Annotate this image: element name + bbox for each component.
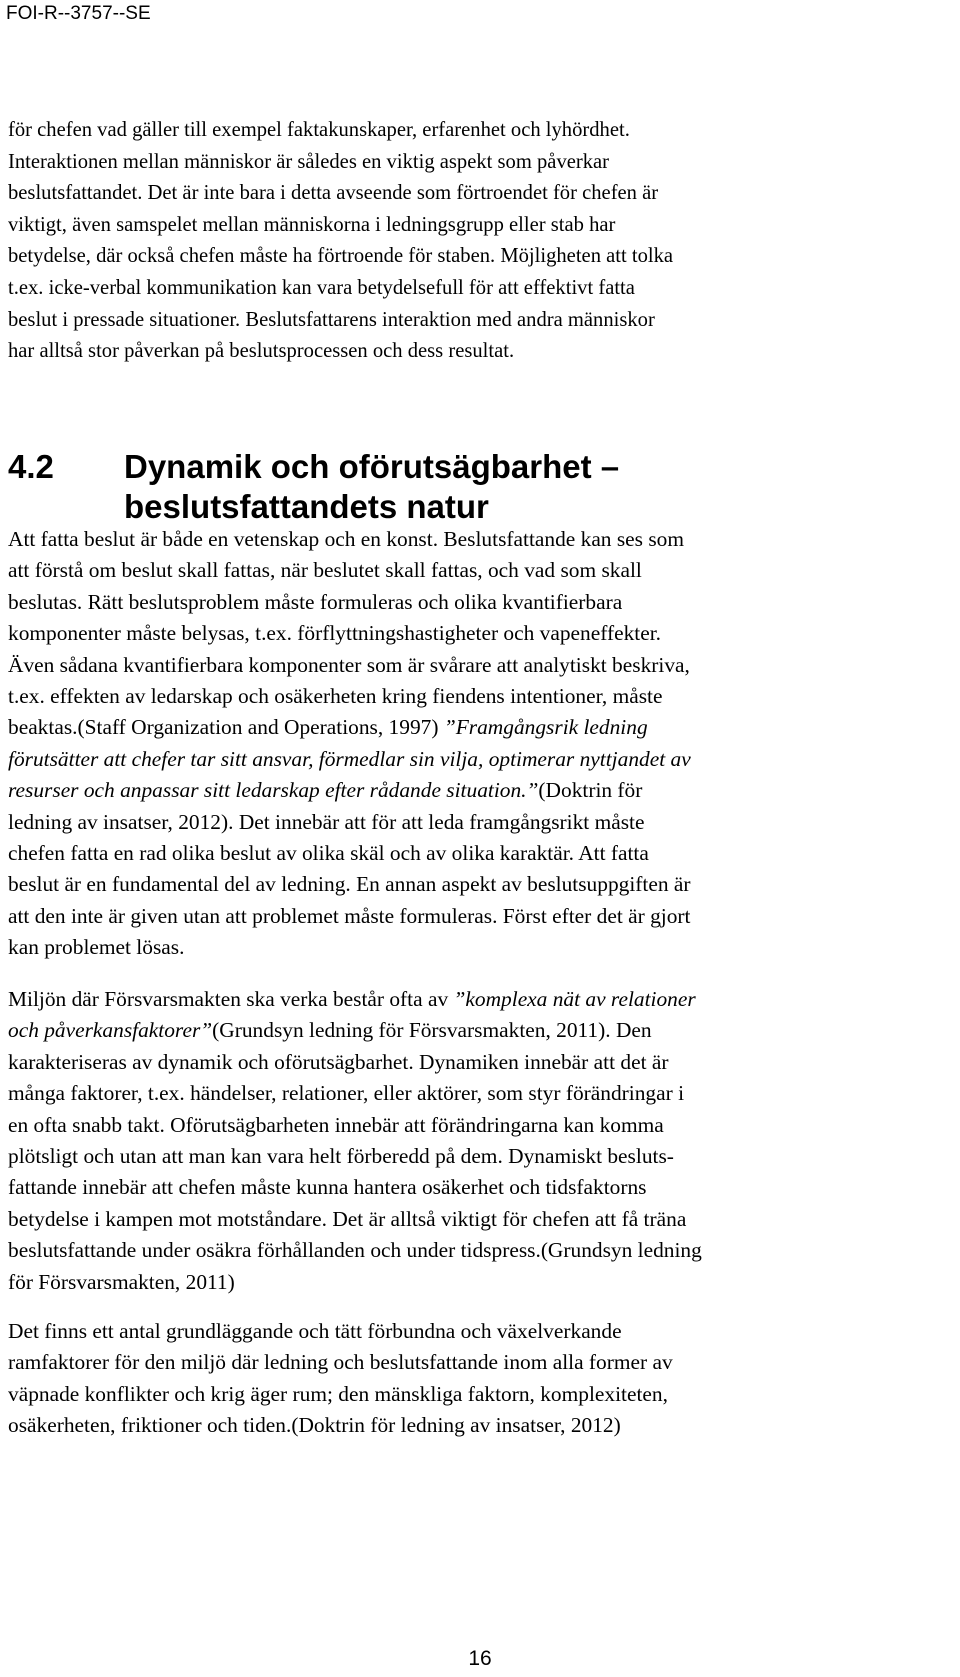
paragraph-line: för chefen vad gäller till exempel faktakunskaper, erfarenhet och lyhördhet.	[8, 119, 630, 141]
citation-text: (Doktrin för	[538, 778, 643, 803]
section-title	[124, 447, 619, 527]
body-paragraph-3	[8, 1316, 958, 1442]
quote-text: förutsätter att chefer tar sitt ansvar, förmedlar sin vilja, optimerar nyttjandet av	[8, 746, 691, 771]
paragraph-line: beslutas. Rätt beslutsproblem måste formuleras och olika kvantifierbara	[8, 589, 623, 614]
section-title-line: Dynamik och oförutsägbarhet –	[124, 448, 620, 485]
paragraph-line: viktigt, även samspelet mellan människorna i ledningsgrupp eller stab har	[8, 213, 616, 236]
paragraph-line: karakteriseras av dynamik och oförutsägbarhet. Dynamiken innebär att det är	[8, 1049, 669, 1074]
paragraph-line: att den inte är given utan att problemet måste formuleras. Först efter det är gjort	[8, 903, 691, 928]
paragraph-line: plötsligt och utan att man kan vara helt förberedd på dem. Dynamiskt besluts-	[8, 1144, 674, 1169]
paragraph-line	[8, 744, 958, 775]
paragraph-line: att förstå om beslut skall fattas, när beslutet skall fattas, och vad som skall	[8, 558, 642, 583]
paragraph-line: Interaktionen mellan människor är således en viktig aspekt som påverkar	[8, 150, 610, 173]
paragraph-line: ramfaktorer för den miljö där ledning och beslutsfattande inom alla former av	[8, 1350, 673, 1375]
citation-text: beaktas.(Staff Organization and Operations, 1997)	[8, 715, 444, 740]
paragraph-line: Det finns ett antal grundläggande och tätt förbundna och växelverkande	[8, 1319, 622, 1343]
section-number: 4.2	[8, 448, 54, 485]
quote-text: ”komplexa nät av relationer	[453, 987, 696, 1011]
paragraph-line: många faktorer, t.ex. händelser, relationer, eller aktörer, som styr förändringar i	[8, 1081, 685, 1106]
paragraph-line: betydelse, där också chefen måste ha förtroende för staben. Möjligheten att tolka	[8, 245, 674, 268]
quote-text: och påverkansfaktorer”	[8, 1018, 213, 1043]
paragraph-line	[8, 712, 958, 743]
paragraph-line: en ofta snabb takt. Oförutsägbarheten innebär att förändringarna kan komma	[8, 1112, 664, 1137]
paragraph-line	[8, 984, 958, 1015]
body-paragraph-1	[8, 524, 958, 964]
citation-text: (Grundsyn ledning för Försvarsmakten, 2011). Den	[212, 1018, 652, 1043]
paragraph-line	[8, 1015, 958, 1046]
paragraph-line: fattande innebär att chefen måste kunna hantera osäkerhet och tidsfaktorns	[8, 1175, 647, 1200]
paragraph-line: t.ex. effekten av ledarskap och osäkerheten kring fiendens intentioner, måste	[8, 684, 663, 709]
paragraph-line: t.ex. icke-verbal kommunikation kan vara betydelsefull för att effektivt fatta	[8, 276, 635, 299]
paragraph-line: ledning av insatser, 2012). Det innebär att för att leda framgångsrikt måste	[8, 809, 645, 834]
quote-text: resurser och anpassar sitt ledarskap efter rådande situation.”	[8, 778, 539, 803]
paragraph-line: väpnade konflikter och krig äger rum; den mänskliga faktorn, komplexiteten,	[8, 1381, 668, 1406]
paragraph-line: Även sådana kvantifierbara komponenter som är svårare att analytiskt beskriva,	[8, 652, 690, 677]
paragraph-line: betydelse i kampen mot motståndare. Det är alltså viktigt för chefen att få träna	[8, 1206, 687, 1231]
page-number: 16	[468, 1647, 492, 1670]
quote-text: ”Framgångsrik ledning	[443, 715, 648, 740]
paragraph-line: beslutsfattande under osäkra förhållanden och under tidspress.(Grundsyn ledning	[8, 1238, 702, 1263]
body-text: Miljön där Försvarsmakten ska verka består ofta av	[8, 987, 454, 1011]
paragraph-line	[8, 775, 958, 806]
paragraph-line: har alltså stor påverkan på beslutsprocessen och dess resultat.	[8, 340, 515, 363]
intro-paragraph	[8, 115, 958, 368]
paragraph-line: beslut i pressade situationer. Beslutsfattarens interaktion med andra människor	[8, 308, 655, 331]
paragraph-line: kan problemet lösas.	[8, 935, 185, 960]
paragraph-line: chefen fatta en rad olika beslut av olika skäl och av olika karaktär. Att fatta	[8, 841, 649, 866]
paragraph-line: osäkerheten, friktioner och tiden.(Doktrin för ledning av insatser, 2012)	[8, 1413, 621, 1438]
body-paragraph-2	[8, 984, 958, 1298]
section-title-line: beslutsfattandets natur	[124, 488, 489, 525]
paragraph-line: Att fatta beslut är både en vetenskap och en konst. Beslutsfattande kan ses som	[8, 527, 684, 551]
document-id: FOI-R--3757--SE	[6, 3, 151, 24]
paragraph-line: komponenter måste belysas, t.ex. förflyttningshastigheter och vapeneffekter.	[8, 621, 662, 646]
paragraph-line: beslutsfattandet. Det är inte bara i detta avseende som förtroendet för chefen är	[8, 182, 659, 205]
paragraph-line: beslut är en fundamental del av ledning. En annan aspekt av beslutsuppgiften är	[8, 872, 691, 897]
paragraph-line: för Försvarsmakten, 2011)	[8, 1269, 235, 1294]
